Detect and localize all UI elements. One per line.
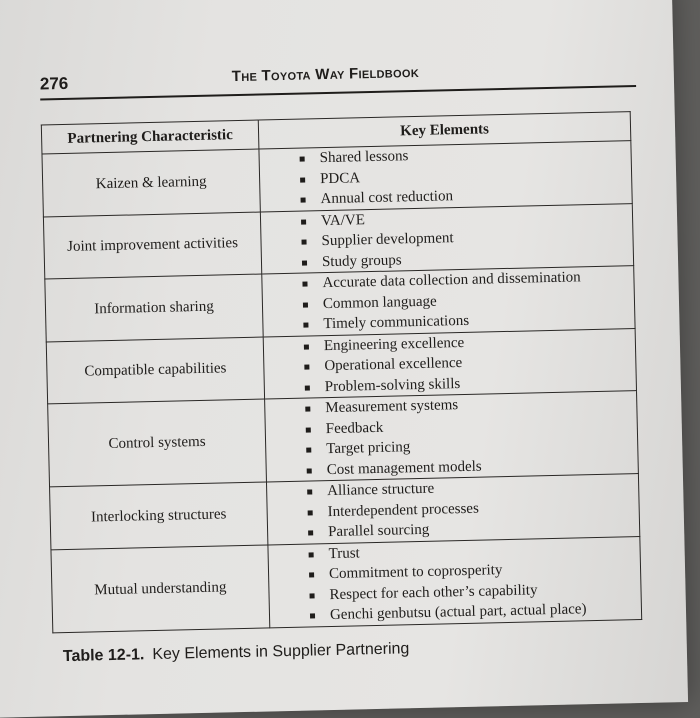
key-element-item: Commitment to coprosperity <box>307 557 640 585</box>
table-row <box>48 391 639 487</box>
partnering-characteristic: Information sharing <box>45 274 263 341</box>
key-elements-cell <box>268 536 642 627</box>
key-elements-list <box>302 329 636 398</box>
key-element-item: Measurement systems <box>303 391 636 419</box>
caption-label: Table 12-1. <box>62 646 145 666</box>
key-element-item: Parallel sourcing <box>306 515 639 543</box>
partnering-characteristic: Kaizen & learning <box>42 149 260 216</box>
key-elements-cell <box>259 141 632 212</box>
key-element-item: Study groups <box>300 245 633 273</box>
page-number: 276 <box>39 73 69 94</box>
page-header <box>40 59 636 101</box>
partnering-table <box>41 111 642 633</box>
partnering-characteristic: Mutual understanding <box>51 544 270 632</box>
key-elements-list <box>297 141 631 210</box>
key-element-item: Cost management models <box>304 453 637 481</box>
key-element-item: Target pricing <box>304 432 637 460</box>
key-element-item: Annual cost reduction <box>298 182 631 210</box>
key-elements-list <box>306 537 641 627</box>
key-elements-cell <box>266 474 639 545</box>
key-elements-list <box>300 266 634 335</box>
partnering-characteristic: Interlocking structures <box>50 482 268 549</box>
key-element-item: Supplier development <box>299 224 632 252</box>
key-elements-cell <box>260 203 633 274</box>
column-header-elements: Key Elements <box>258 112 631 149</box>
key-element-item: Genchi genbutsu (actual part, actual place) <box>308 598 641 626</box>
key-element-item: Interdependent processes <box>305 495 638 523</box>
column-header-characteristic: Partnering Characteristic <box>41 120 259 154</box>
key-elements-list <box>299 204 633 273</box>
key-elements-list <box>305 474 639 543</box>
partnering-characteristic: Joint improvement activities <box>43 212 261 279</box>
key-elements-list <box>303 391 638 481</box>
key-element-item: Operational excellence <box>302 349 635 377</box>
table-caption <box>63 640 410 666</box>
caption-text: Key Elements in Supplier Partnering <box>152 640 410 664</box>
key-element-item: Timely communications <box>301 307 634 335</box>
key-elements-cell <box>263 328 636 399</box>
key-element-item: Feedback <box>304 412 637 440</box>
key-element-item: VA/VE <box>299 204 632 232</box>
running-head: The Toyota Way Fieldbook <box>231 63 420 86</box>
key-elements-cell <box>265 391 639 482</box>
key-element-item: Alliance structure <box>305 474 638 502</box>
key-element-item: Common language <box>301 287 634 315</box>
table-row <box>51 536 642 632</box>
key-element-item: Trust <box>306 537 639 565</box>
partnering-characteristic: Control systems <box>48 399 267 487</box>
key-element-item: PDCA <box>298 162 631 190</box>
key-element-item: Engineering excellence <box>302 329 635 357</box>
key-element-item: Problem-solving skills <box>303 370 636 398</box>
key-element-item: Respect for each other’s capability <box>307 578 640 606</box>
key-element-item: Shared lessons <box>297 141 630 169</box>
key-elements-cell <box>262 266 635 337</box>
partnering-characteristic: Compatible capabilities <box>46 337 264 404</box>
key-element-item: Accurate data collection and dissemination <box>300 266 633 294</box>
table-body <box>42 141 642 633</box>
